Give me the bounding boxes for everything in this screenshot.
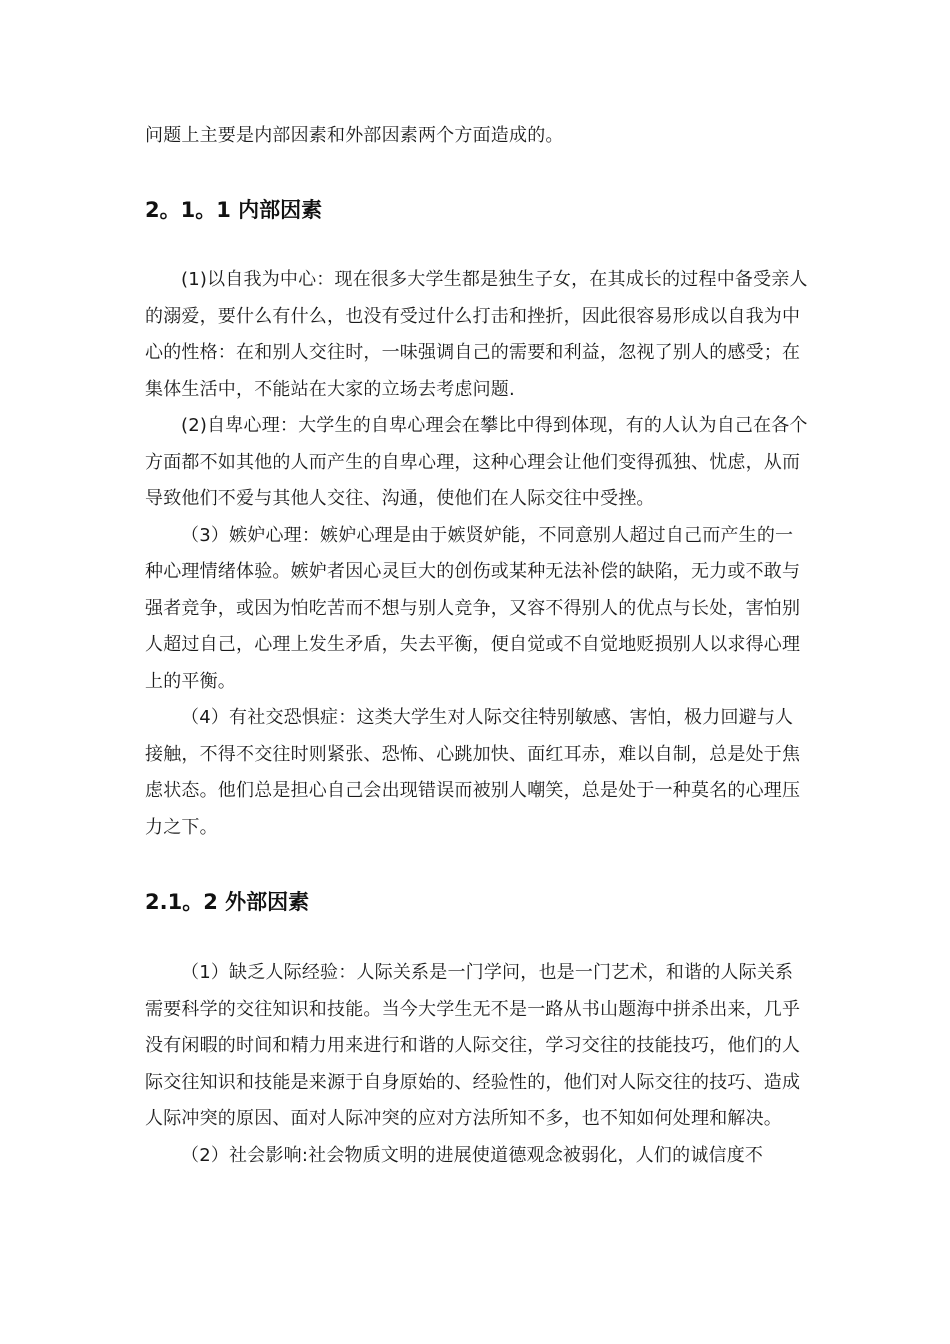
intro-paragraph: 问题上主要是内部因素和外部因素两个方面造成的。 [145,125,564,146]
paragraph-inferiority: (2)自卑心理：大学生的自卑心理会在攀比中得到体现，有的人认为自己在各个方面都不如其他的人而产生的自卑心理，这种心理会让他们变得孤独、忧虑，从而导致他们不爱与其他人交往、沟通，使他们在人际交往中受挫。 [145,415,808,509]
paragraph-jealousy: （3）嫉妒心理：嫉妒心理是由于嫉贤妒能，不同意别人超过自己而产生的一种心理情绪体验。嫉妒者因心灵巨大的创伤或某种无法补偿的缺陷，无力或不敢与强者竞争，或因为怕吃苦而不想与别人竞争，又容不得别人的优点与长处，害怕别人超过自己，心理上发生矛盾，失去平衡，便自觉或不自觉地贬损别人以求得心理上的平衡。 [145,524,801,692]
external-factors-body [145,955,810,1174]
section-heading-external-factors: 2.1。2 外部因素 [145,890,310,914]
paragraph-self-centered: (1)以自我为中心：现在很多大学生都是独生子女，在其成长的过程中备受亲人的溺爱，要什么有什么，也没有受过什么打击和挫折，因此很容易形成以自我为中心的性格：在和别人交往时，一味强调自己的需要和利益，忽视了别人的感受；在集体生活中，不能站在大家的立场去考虑问题. [145,269,808,400]
paragraph-social-phobia: （4）有社交恐惧症：这类大学生对人际交往特别敏感、害怕，极力回避与人接触，不得不交往时则紧张、恐怖、心跳加快、面红耳赤，难以自制，总是处于焦虑状态。他们总是担心自己会出现错误而被别人嘲笑，总是处于一种莫名的心理压力之下。 [145,707,801,838]
section-heading-internal-factors: 2。1。1 内部因素 [145,198,323,222]
paragraph-lack-experience: （1）缺乏人际经验：人际关系是一门学问，也是一门艺术，和谐的人际关系需要科学的交往知识和技能。当今大学生无不是一路从书山题海中拼杀出来，几乎没有闲暇的时间和精力用来进行和谐的人际交往，学习交往的技能技巧，他们的人际交往知识和技能是来源于自身原始的、经验性的，他们对人际交往的技巧、造成人际冲突的原因、面对人际冲突的应对方法所知不多，也不知如何处理和解决。 [145,962,801,1129]
internal-factors-body [145,262,810,846]
paragraph-social-influence: （2）社会影响:社会物质文明的进展使道德观念被弱化，人们的诚信度不 [181,1144,764,1166]
intro-paragraph-block [145,118,810,155]
